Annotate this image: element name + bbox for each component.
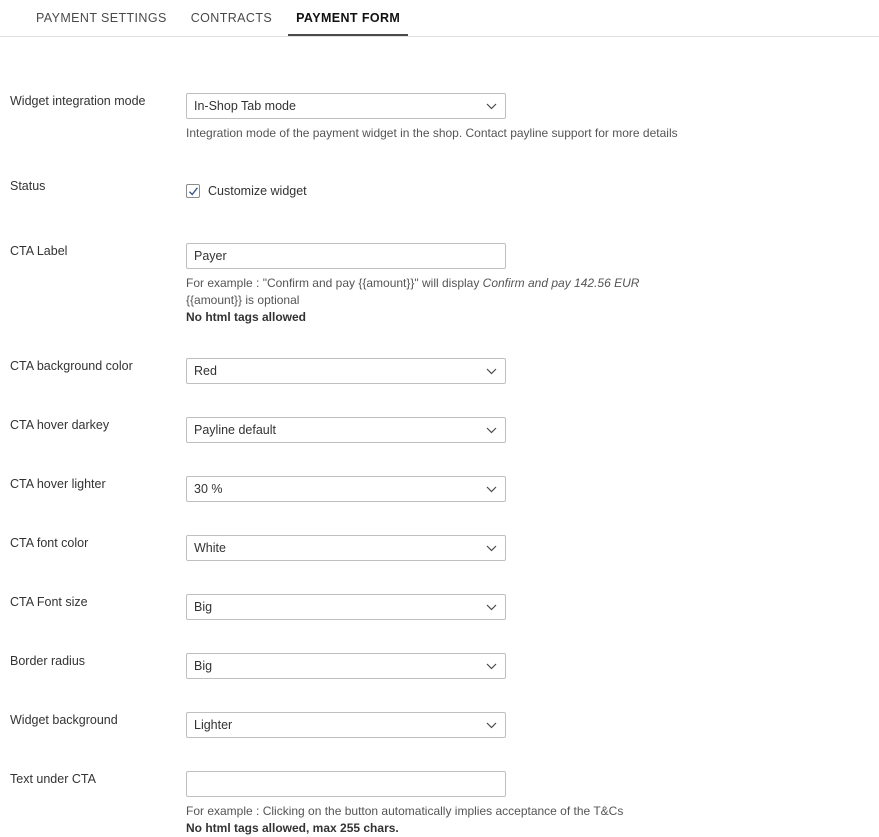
label-cta-font-color: CTA font color: [10, 536, 89, 550]
widget-background-select-wrap: [186, 712, 506, 738]
cta-hover-darkey-select-wrap: [186, 417, 506, 443]
row-widget-background: [0, 712, 879, 738]
widget-integration-mode-select[interactable]: [186, 93, 506, 119]
widget-background-select[interactable]: [186, 712, 506, 738]
border-radius-select[interactable]: [186, 653, 506, 679]
hint-cta-label: [186, 275, 746, 326]
tab-contracts[interactable]: [179, 0, 284, 36]
hint-cta-label-example: Confirm and pay 142.56 EUR: [482, 276, 640, 290]
row-cta-font-size: [0, 594, 879, 620]
tab-payment-settings[interactable]: [24, 0, 179, 36]
row-cta-hover-darkey: [0, 417, 879, 443]
label-cta-label: CTA Label: [10, 244, 68, 258]
row-border-radius: [0, 653, 879, 679]
cta-background-color-select[interactable]: [186, 358, 506, 384]
label-widget-background: Widget background: [10, 713, 118, 727]
cta-font-color-select[interactable]: [186, 535, 506, 561]
hint-cta-label-line3: No html tags allowed: [186, 310, 307, 324]
label-status: Status: [10, 179, 46, 193]
row-cta-font-color: [0, 535, 879, 561]
row-cta-hover-lighter: [0, 476, 879, 502]
row-cta-background-color: [0, 358, 879, 384]
row-text-under-cta: [0, 771, 879, 837]
label-border-radius: Border radius: [10, 654, 86, 668]
cta-font-size-select[interactable]: [186, 594, 506, 620]
hint-text-under-cta: [186, 803, 746, 837]
customize-widget-label: Customize widget: [208, 184, 307, 198]
row-cta-label: [0, 243, 879, 326]
label-cta-hover-darkey: CTA hover darkey: [10, 418, 110, 432]
cta-font-color-select-wrap: [186, 535, 506, 561]
label-cta-font-size: CTA Font size: [10, 595, 88, 609]
cta-hover-lighter-select[interactable]: [186, 476, 506, 502]
cta-font-size-select-wrap: [186, 594, 506, 620]
hint-text-under-cta-line2: No html tags allowed, max 255 chars.: [186, 821, 399, 835]
hint-cta-label-line2: {{amount}} is optional: [186, 293, 300, 307]
cta-label-input[interactable]: [186, 243, 506, 269]
tab-label: PAYMENT FORM: [296, 11, 401, 25]
text-under-cta-input[interactable]: [186, 771, 506, 797]
cta-hover-lighter-select-wrap: [186, 476, 506, 502]
hint-widget-integration-mode: Integration mode of the payment widget in the shop. Contact payline support for more details: [186, 126, 678, 140]
border-radius-select-wrap: [186, 653, 506, 679]
hint-cta-label-prefix: For example : "Confirm and pay {{amount}}" will display: [186, 276, 483, 290]
label-widget-integration-mode: Widget integration mode: [10, 94, 146, 108]
row-status: [0, 178, 879, 204]
tab-label: PAYMENT SETTINGS: [36, 11, 167, 25]
cta-background-color-select-wrap: [186, 358, 506, 384]
label-cta-hover-lighter: CTA hover lighter: [10, 477, 106, 491]
tab-label: CONTRACTS: [190, 11, 273, 25]
hint-text-under-cta-line1: For example : Clicking on the button automatically implies acceptance of the T&Cs: [186, 804, 624, 818]
customize-widget-checkbox[interactable]: [186, 184, 200, 198]
label-cta-background-color: CTA background color: [10, 359, 133, 373]
row-widget-integration-mode: [0, 93, 879, 142]
cta-hover-darkey-select[interactable]: [186, 417, 506, 443]
tab-bar: [0, 0, 879, 37]
payment-form: [0, 37, 879, 837]
label-text-under-cta: Text under CTA: [10, 772, 96, 786]
widget-integration-mode-select-wrap: [186, 93, 506, 119]
tab-payment-form[interactable]: [284, 0, 412, 36]
customize-widget-checkbox-row[interactable]: [186, 178, 879, 204]
